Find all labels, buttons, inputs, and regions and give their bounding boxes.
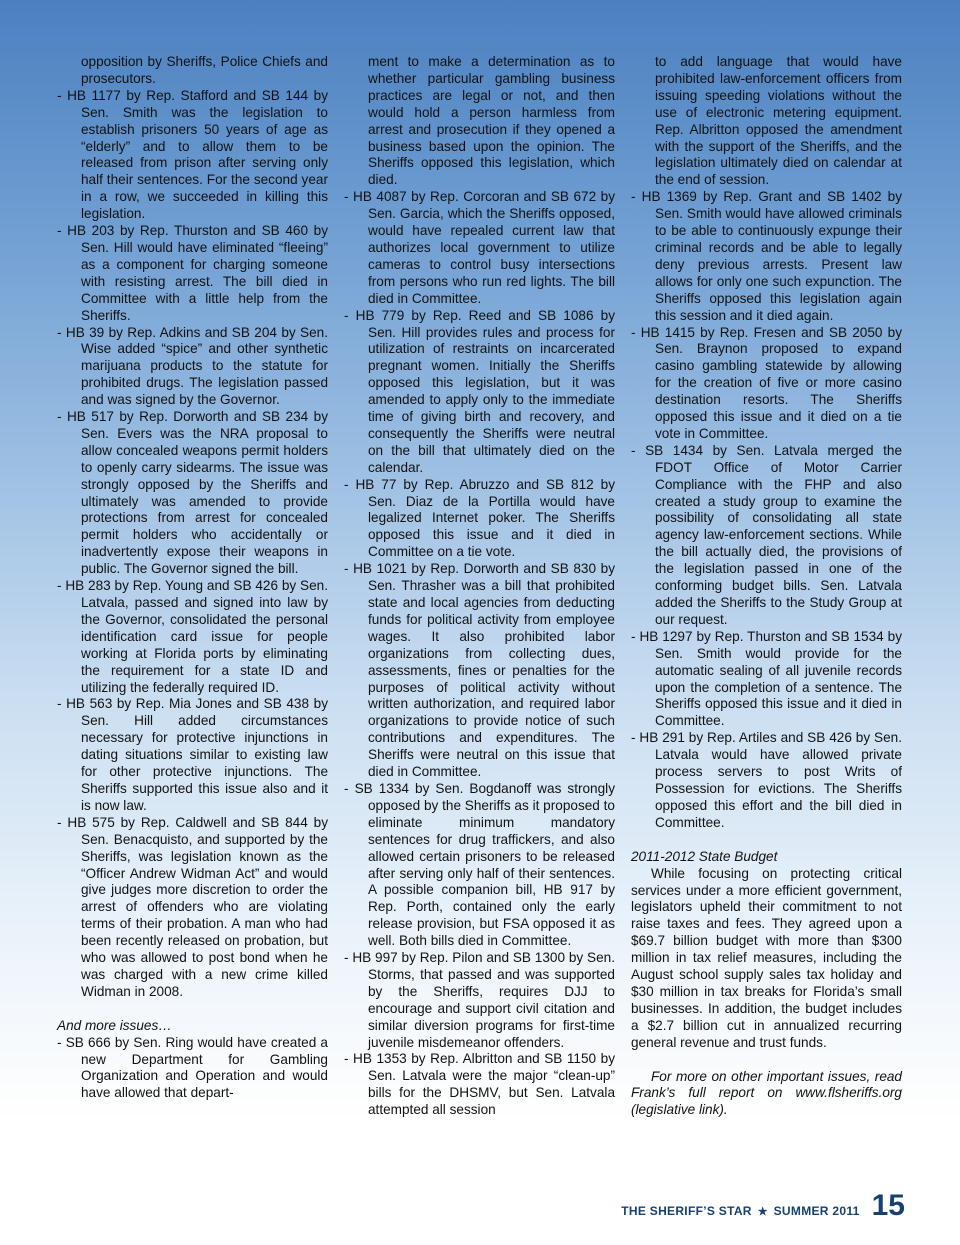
paragraph: For more on other important issues, read Frank’s full report on www.flsheriffs.org (legislative link). xyxy=(631,1068,902,1118)
bill-item: - HB 291 by Rep. Artiles and SB 426 by Sen. Latvala would have allowed private process servers to post Writs of Possession for evictions. The Sheriffs opposed this effort and the bill died in Committee. xyxy=(631,730,902,830)
bill-item: - HB 203 by Rep. Thurston and SB 460 by Sen. Hill would have eliminated “fleeing” as a component for charging someone with resisting arrest. The bill died in Committee with a little help from the Sheriffs. xyxy=(57,223,328,323)
column-3 xyxy=(631,54,902,1119)
bill-item: - HB 4087 by Rep. Corcoran and SB 672 by Sen. Garcia, which the Sheriffs opposed, would have repealed current law that authorizes local government to utilize cameras to control busy intersections from persons who run red lights. The bill died in Committee. xyxy=(344,189,615,306)
section-heading: 2011-2012 State Budget xyxy=(631,848,778,864)
section-heading: And more issues… xyxy=(57,1017,172,1033)
bill-item: - HB 997 by Rep. Pilon and SB 1300 by Sen. Storms, that passed and was supported by the Sheriffs, requires DJJ to encourage and support civil citation and similar diversion programs for first-time juvenile misdemeanor offenders. xyxy=(344,950,615,1050)
paragraph: While focusing on protecting critical services under a more efficient government, legislators upheld their commitment to not raise taxes and fees. They agreed upon a $69.7 billion budget with more than $300 million in tax relief measures, including the August school supply sales tax holiday and $30 million in tax breaks for Florida’s small businesses. In addition, the budget includes a $2.7 billion cut in annualized recurring general revenue and trust funds. xyxy=(631,865,902,1050)
bill-item: - HB 283 by Rep. Young and SB 426 by Sen. Latvala, passed and signed into law by the Governor, consolidated the personal identification card issue for people working at Florida ports by eliminating the requirement for a state ID and utilizing the federally required ID. xyxy=(57,578,328,695)
bill-item: - SB 1334 by Sen. Bogdanoff was strongly opposed by the Sheriffs as it proposed to eliminate minimum mandatory sentences for drug traffickers, and also allowed certain prisoners to be released after serving only half of their sentences. A possible companion bill, HB 917 by Rep. Porth, contained only the early release provision, but FSA opposed it as well. Both bills died in Committee. xyxy=(344,780,615,949)
bill-item: - HB 563 by Rep. Mia Jones and SB 438 by Sen. Hill added circumstances necessary for protective injunctions in dating situations similar to existing law for other protective injunctions. The Sheriffs supported this issue also and it is now law. xyxy=(57,696,328,813)
article-body xyxy=(57,54,903,1119)
paragraph: opposition by Sheriffs, Police Chiefs and prosecutors. xyxy=(81,54,328,86)
bill-item: - SB 1434 by Sen. Latvala merged the FDOT Office of Motor Carrier Compliance with the FHP and also created a study group to examine the possibility of consolidating all state agency law-enforcement sections. While the bill actually died, the provisions of the legislation passed in one of the conforming budget bills. Sen. Latvala added the Sheriffs to the Study Group at our request. xyxy=(631,442,902,627)
bill-item: - HB 77 by Rep. Abruzzo and SB 812 by Sen. Diaz de la Portilla would have legalized Internet poker. The Sheriffs opposed this issue and it died in Committee on a tie vote. xyxy=(344,476,615,560)
bill-item: - HB 1021 by Rep. Dorworth and SB 830 by Sen. Thrasher was a bill that prohibited state and local agencies from deducting funds for political activity from employee wages. It also prohibited labor organizations from collecting dues, assessments, fines or penalties for the purposes of political activity without written authorization, and required labor organizations to provide notice of such contributions and expenditures. The Sheriffs were neutral on this issue that died in Committee. xyxy=(344,561,615,780)
paragraph: to add language that would have prohibited law-enforcement officers from issuing speeding violations without the use of electronic metering equipment. Rep. Albritton opposed the amendment with the support of the Sheriffs, and the legislation ultimately died on calendar at the end of session. xyxy=(655,54,902,188)
issue-label: SUMMER 2011 xyxy=(773,1204,860,1218)
bill-item: - HB 1369 by Rep. Grant and SB 1402 by Sen. Smith would have allowed criminals to be able to continuously expunge their criminal records and be able to legally deny previous arrests. Present law allows for only one such expunction. The Sheriffs opposed this legislation again this session and it died again. xyxy=(631,189,902,323)
bill-item: - HB 1415 by Rep. Fresen and SB 2050 by Sen. Braynon proposed to expand casino gambling statewide by allowing for the creation of five or more casino destination resorts. The Sheriffs opposed this issue and it died on a tie vote in Committee. xyxy=(631,324,902,441)
bill-item: - HB 1297 by Rep. Thurston and SB 1534 by Sen. Smith would provide for the automatic sealing of all juvenile records upon the completion of a sentence. The Sheriffs opposed this issue and it died in Committee. xyxy=(631,628,902,729)
magazine-title: THE SHERIFF’S STAR xyxy=(621,1204,752,1218)
page-footer xyxy=(621,1191,905,1221)
bill-item: - HB 1177 by Rep. Stafford and SB 144 by Sen. Smith was the legislation to establish prisoners 50 years of age as “elderly” and to allow them to be released from prison after serving only half their sentences. For the second year in a row, we succeeded in killing this legislation. xyxy=(57,87,328,222)
column-2 xyxy=(344,54,615,1119)
bill-item: - HB 575 by Rep. Caldwell and SB 844 by Sen. Benacquisto, and supported by the Sheriffs, was legislation known as the “Officer Andrew Widman Act” and would give judges more discretion to order the arrest of offenders who are violating terms of their probation. A man who had been recently released on probation, but who was allowed to post bond when he was charged with a new crime killed Widman in 2008. xyxy=(57,814,328,999)
bill-item: - HB 39 by Rep. Adkins and SB 204 by Sen. Wise added “spice” and other synthetic marijuana products to the statute for prohibited drugs. The legislation passed and was signed by the Governor. xyxy=(57,324,328,408)
bill-item: - HB 1353 by Rep. Albritton and SB 1150 by Sen. Latvala were the major “clean-up” bills for the DHSMV, but Sen. Latvala attempted all session xyxy=(344,1051,615,1118)
page-number: 15 xyxy=(871,1189,905,1222)
star-icon: ★ xyxy=(757,1206,768,1218)
column-1 xyxy=(57,54,328,1119)
paragraph: ment to make a determination as to whether particular gambling business practices are legal or not, and then would hold a person harmless from arrest and prosecution if they opened a business based upon the opinion. The Sheriffs opposed this legislation, which died. xyxy=(368,54,615,188)
bill-item: - SB 666 by Sen. Ring would have created a new Department for Gambling Organization and Operation and would have allowed that depart- xyxy=(57,1034,328,1101)
bill-item: - HB 517 by Rep. Dorworth and SB 234 by Sen. Evers was the NRA proposal to allow concealed weapons permit holders to openly carry sidearms. The issue was strongly opposed by the Sheriffs and ultimately was amended to provide protections from arrest for concealed permit holders who accidentally or inadvertently expose their weapons in public. The Governor signed the bill. xyxy=(57,409,328,577)
bill-item: - HB 779 by Rep. Reed and SB 1086 by Sen. Hill provides rules and process for utilization of restraints on incarcerated pregnant women. Initially the Sheriffs opposed this legislation, but it was amended to apply only to the immediate time of giving birth and recovery, and consequently the Sheriffs were neutral on the bill that ultimately died on the calendar. xyxy=(344,307,615,475)
